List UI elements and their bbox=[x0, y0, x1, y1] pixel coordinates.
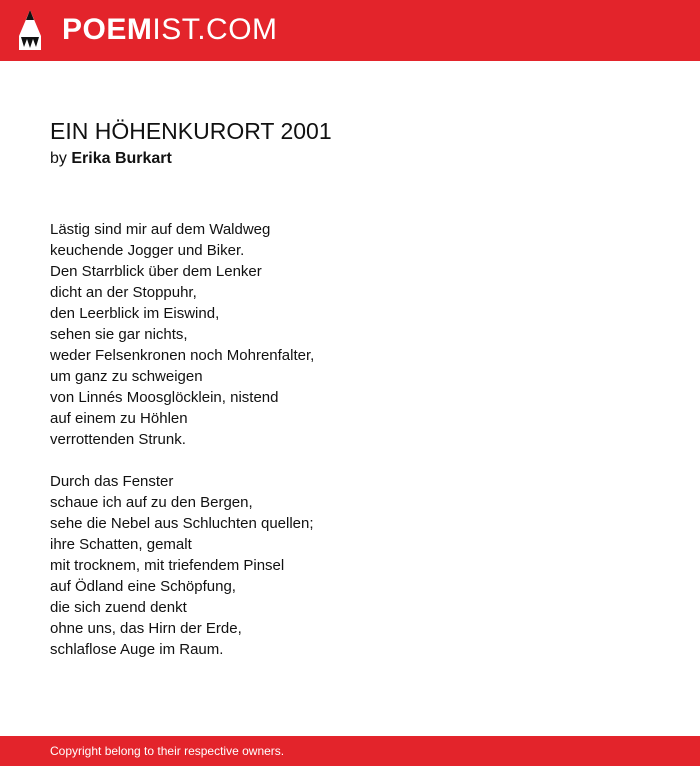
copyright-notice: Copyright belong to their respective owners. bbox=[50, 744, 285, 758]
site-footer bbox=[0, 736, 700, 766]
poem-line: um ganz zu schweigen bbox=[50, 368, 203, 385]
poem-line: dicht an der Stoppuhr, bbox=[50, 284, 197, 301]
poem-line: den Leerblick im Eiswind, bbox=[50, 305, 220, 322]
poem-line: ihre Schatten, gemalt bbox=[50, 536, 192, 553]
poem-line: Lästig sind mir auf dem Waldweg bbox=[50, 221, 271, 238]
poem-stanza-1 bbox=[50, 219, 314, 450]
poem-line: die sich zuend denkt bbox=[50, 599, 187, 616]
poem-line: auf Ödland eine Schöpfung, bbox=[50, 578, 236, 595]
poem-line: weder Felsenkronen noch Mohrenfalter, bbox=[50, 347, 315, 364]
poem-line: von Linnés Moosglöcklein, nistend bbox=[50, 389, 279, 406]
author-name[interactable]: Erika Burkart bbox=[71, 150, 172, 167]
logo-text-bold: POEM bbox=[62, 13, 153, 46]
poem-line: Den Starrblick über dem Lenker bbox=[50, 263, 262, 280]
site-header bbox=[0, 0, 700, 61]
site-logo-text[interactable] bbox=[62, 13, 278, 47]
by-label: by bbox=[50, 150, 67, 167]
poem-line: schaue ich auf zu den Bergen, bbox=[50, 494, 253, 511]
poem-line: ohne uns, das Hirn der Erde, bbox=[50, 620, 242, 637]
pencil-tip-logo-icon[interactable] bbox=[17, 9, 43, 51]
poem-line: auf einem zu Höhlen bbox=[50, 410, 188, 427]
logo-text-light: IST.COM bbox=[152, 13, 278, 46]
poem-title: EIN HÖHENKURORT 2001 bbox=[50, 118, 332, 144]
poem-line: schlaflose Auge im Raum. bbox=[50, 641, 224, 658]
poem-line: mit trocknem, mit triefendem Pinsel bbox=[50, 557, 285, 574]
poem-stanza-2 bbox=[50, 471, 314, 660]
poem-byline bbox=[50, 149, 172, 169]
poem-line: sehe die Nebel aus Schluchten quellen; bbox=[50, 515, 314, 532]
poem-line: sehen sie gar nichts, bbox=[50, 326, 188, 343]
poem-line: Durch das Fenster bbox=[50, 473, 174, 490]
poem-line: keuchende Jogger und Biker. bbox=[50, 242, 245, 259]
poem-line: verrottenden Strunk. bbox=[50, 431, 186, 448]
